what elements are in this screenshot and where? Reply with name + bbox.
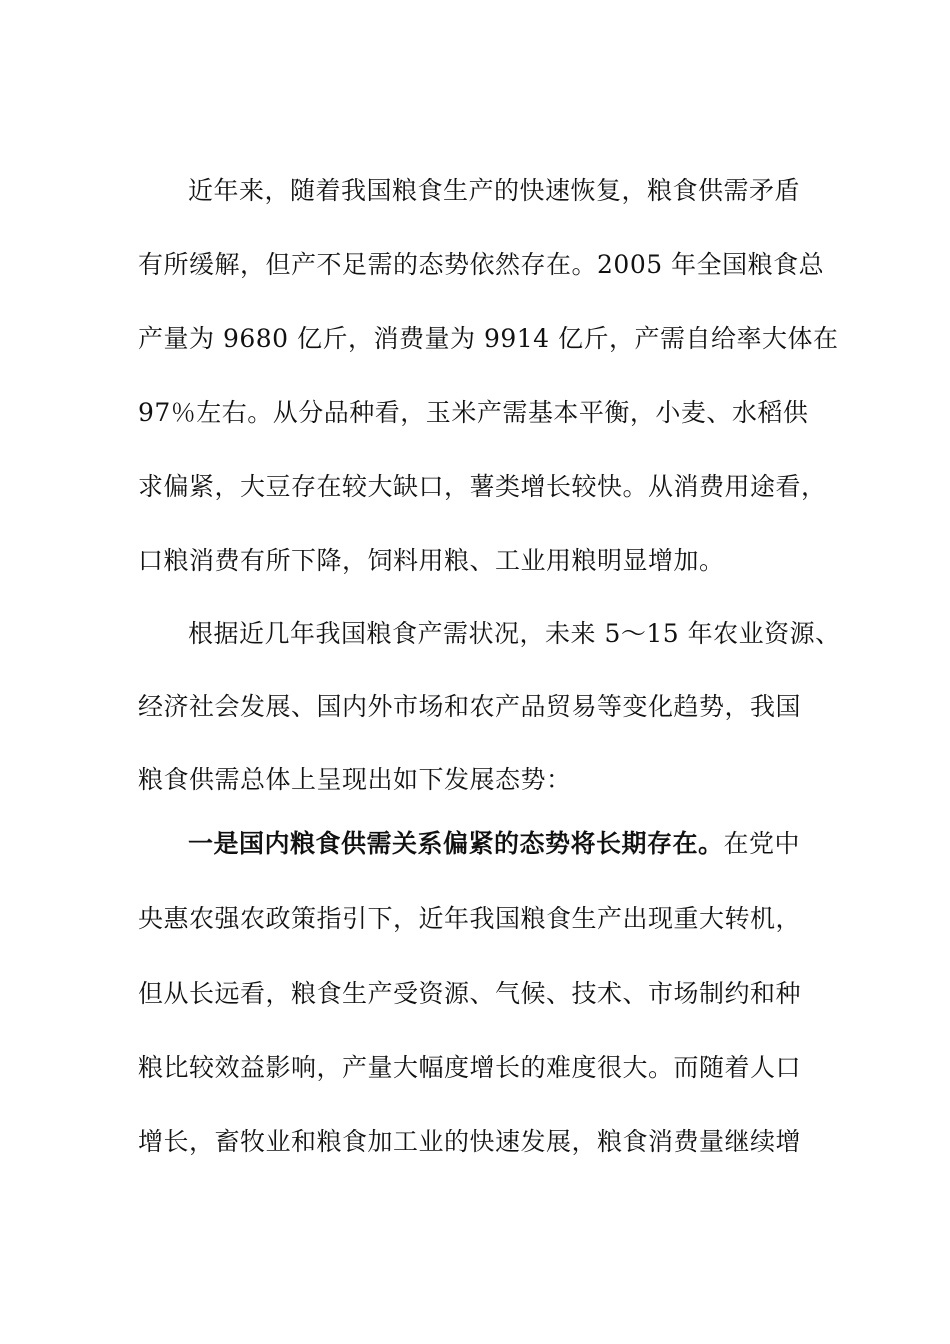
paragraph-1-line-6: 口粮消费有所下降，饲料用粮、工业用粮明显增加。 (138, 546, 725, 575)
paragraph-3-line-3: 但从长远看，粮食生产受资源、气候、技术、市场制约和种 (138, 979, 802, 1008)
paragraph-1-line-2: 有所缓解，但产不足需的态势依然存在。2005 年全国粮食总 (138, 250, 825, 279)
paragraph-3-line-5: 增长，畜牧业和粮食加工业的快速发展，粮食消费量继续增 (138, 1127, 802, 1156)
paragraph-1-line-4: 97％左右。从分品种看，玉米产需基本平衡，小麦、水稻供 (138, 398, 809, 427)
paragraph-3-heading: 一是国内粮食供需关系偏紧的态势将长期存在。 (188, 829, 724, 858)
paragraph-3-line-1 (188, 829, 800, 859)
paragraph-3-line-4: 粮比较效益影响，产量大幅度增长的难度很大。而随着人口 (138, 1053, 802, 1082)
paragraph-1-line-5: 求偏紧，大豆存在较大缺口，薯类增长较快。从消费用途看， (138, 472, 827, 501)
paragraph-2-line-3: 粮食供需总体上呈现出如下发展态势： (138, 765, 572, 794)
paragraph-3-line-2: 央惠农强农政策指引下，近年我国粮食生产出现重大转机， (138, 904, 802, 933)
paragraph-3-first-line-rest: 在党中 (723, 829, 801, 858)
paragraph-2-line-1: 根据近几年我国粮食产需状况，未来 5～15 年农业资源、 (188, 619, 841, 648)
paragraph-2-line-2: 经济社会发展、国内外市场和农产品贸易等变化趋势，我国 (138, 692, 802, 721)
paragraph-1-line-1: 近年来，随着我国粮食生产的快速恢复，粮食供需矛盾 (188, 176, 801, 205)
paragraph-1-line-3: 产量为 9680 亿斤，消费量为 9914 亿斤，产需自给率大体在 (138, 324, 839, 353)
